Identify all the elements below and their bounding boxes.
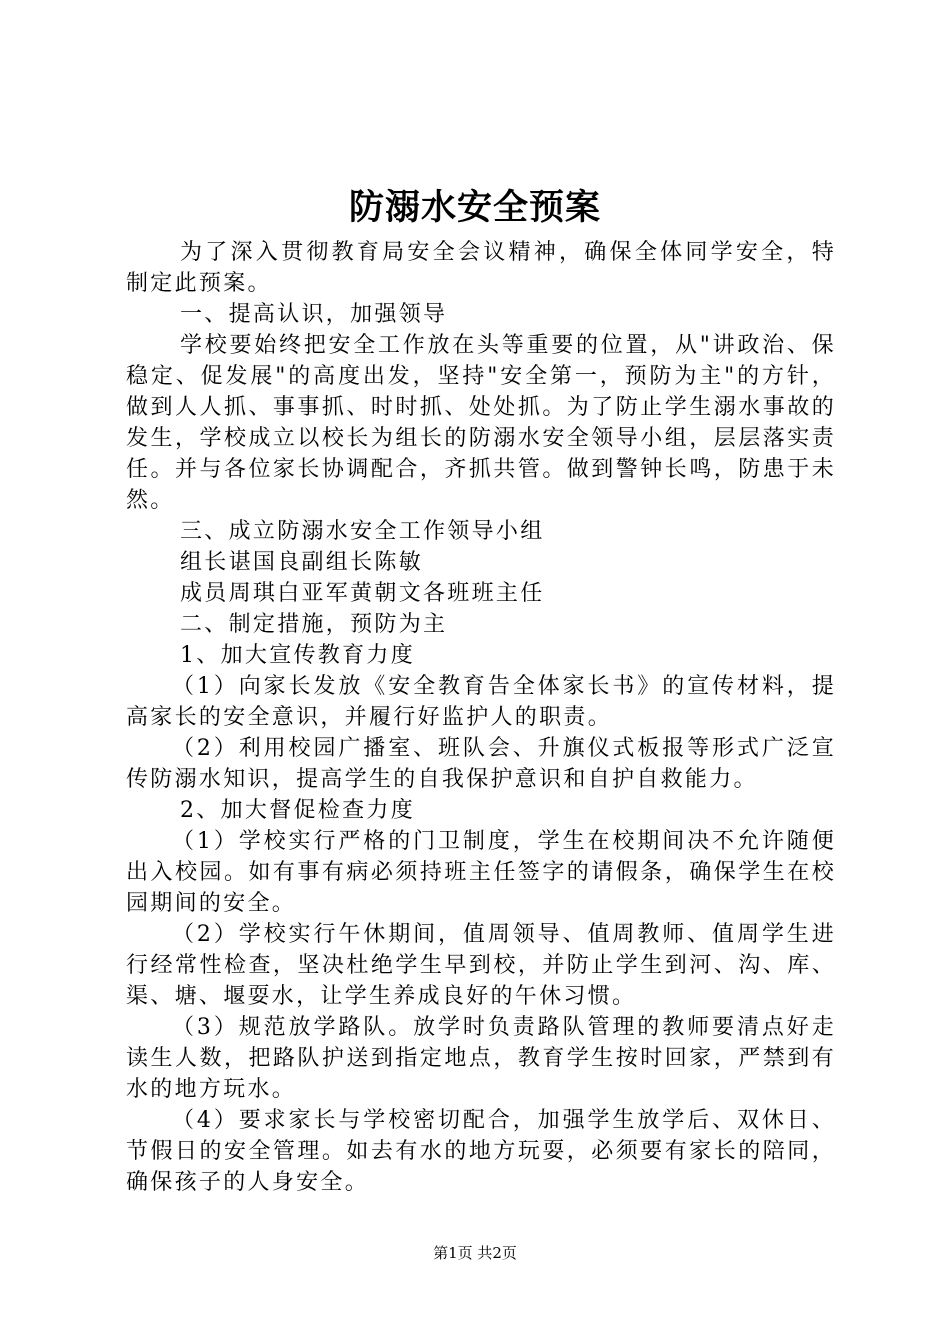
paragraph-leadership: 学校要始终把安全工作放在头等重要的位置，从"讲政治、保稳定、促发展"的高度出发，坚持"安全第一，预防为主"的方针，做到人人抓、事事抓、时时抓、处处抓。为了防止学生溺水事故的发生，学校成立以校长为组长的防溺水安全领导小组，层层落实责任。并与各位家长协调配合，齐抓共管。做到警钟长鸣，防患于未然。 [126, 333, 836, 513]
list-item: （1）向家长发放《安全教育告全体家长书》的宣传材料，提高家长的安全意识，并履行好监护人的职责。 [126, 674, 836, 730]
paragraph-team-leaders: 组长谌国良副组长陈敏 [180, 550, 424, 575]
section-heading-2: 二、制定措施，预防为主 [180, 612, 448, 637]
list-item: （4）要求家长与学校密切配合，加强学生放学后、双休日、节假日的安全管理。如去有水的地方玩耍，必须要有家长的陪同，确保孩子的人身安全。 [126, 1108, 836, 1195]
document-title: 防溺水安全预案 [348, 187, 601, 228]
list-item: （1）学校实行严格的门卫制度，学生在校期间决不允许随便出入校园。如有事有病必须持班主任签字的请假条，确保学生在校园期间的安全。 [126, 829, 836, 916]
section-heading-3: 三、成立防溺水安全工作领导小组 [180, 519, 545, 544]
page-footer: 第1页 共2页 [433, 1244, 517, 1262]
subsection-heading-2: 2、加大督促检查力度 [180, 798, 415, 823]
section-heading-1: 一、提高认识，加强领导 [180, 302, 448, 327]
subsection-heading-1: 1、加大宣传教育力度 [180, 643, 415, 668]
paragraph-team-members: 成员周琪白亚军黄朝文各班班主任 [180, 581, 545, 606]
paragraph-intro: 为了深入贯彻教育局安全会议精神，确保全体同学安全，特制定此预案。 [126, 240, 836, 296]
list-item: （2）学校实行午休期间，值周领导、值周教师、值周学生进行经常性检查，坚决杜绝学生早到校，并防止学生到河、沟、库、渠、塘、堰耍水，让学生养成良好的午休习惯。 [126, 922, 836, 1009]
document-body [126, 237, 836, 1198]
list-item: （3）规范放学路队。放学时负责路队管理的教师要清点好走读生人数，把路队护送到指定地点，教育学生按时回家，严禁到有水的地方玩水。 [126, 1015, 836, 1102]
list-item: （2）利用校园广播室、班队会、升旗仪式板报等形式广泛宣传防溺水知识，提高学生的自我保护意识和自护自救能力。 [126, 736, 836, 792]
